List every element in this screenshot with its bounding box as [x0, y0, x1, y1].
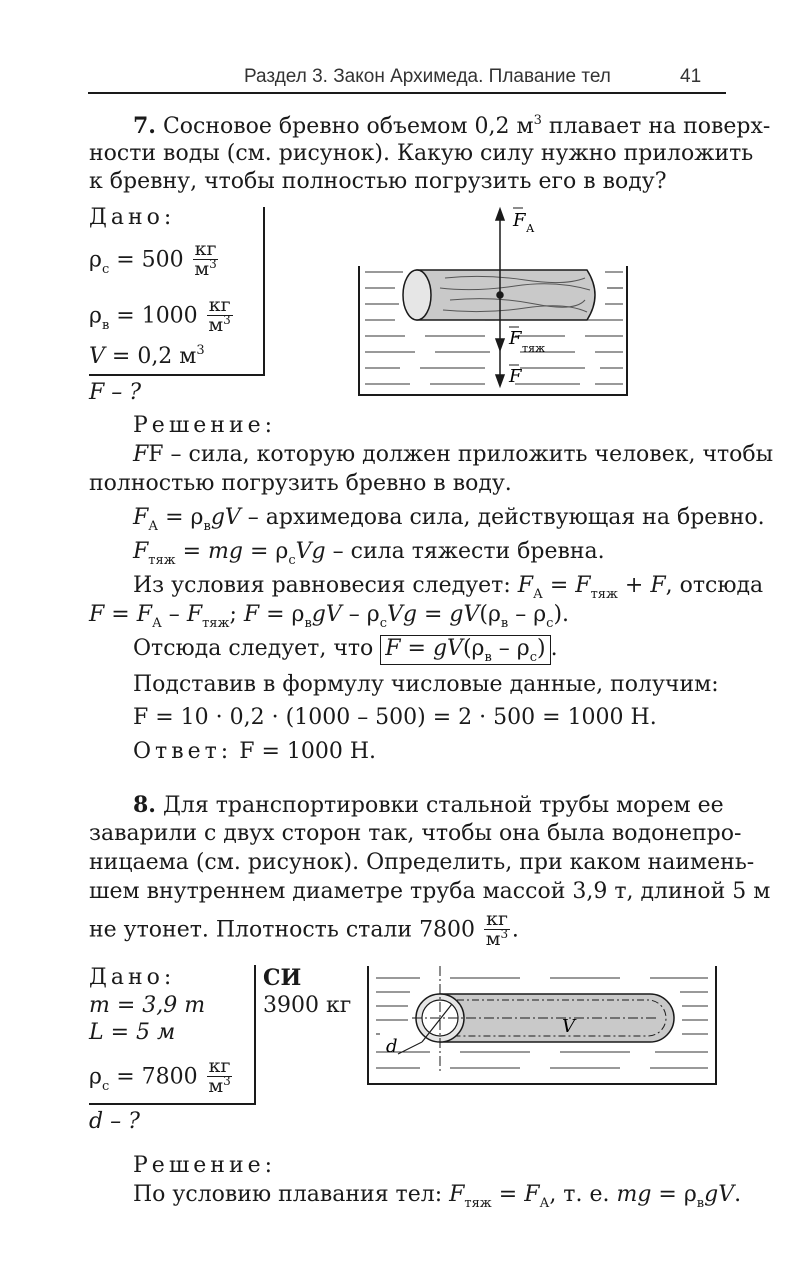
solution-7-formula: $F = F_А - F_{тяж}$; $F = \rho_вgV - \rho_сVg = gV(\rho_в - \rho_с)$.: [89, 602, 570, 631]
given-8-horizontal-rule: [89, 1103, 256, 1105]
answer-7: Ответ: F = 1000 Н.: [133, 739, 377, 764]
solution-7-substitute: Подставив в формулу числовые данные, получим:: [133, 672, 719, 697]
d-label: d: [386, 1036, 398, 1057]
solution-7-result: Отсюда следует, что $F = gV(\rho_в - \rho_с)$ .: [133, 636, 558, 665]
f-label: F: [509, 366, 522, 387]
page-number: 41: [680, 66, 702, 87]
solution-8-line-1: По условию плавания тел: $F_{тяж} = F_А$, т. е. mg = $\rho_вgV$.: [133, 1182, 742, 1211]
si-mass: 3900 кг: [263, 993, 352, 1018]
solution-title-8: Решение:: [133, 1153, 277, 1178]
fa-label: F: [513, 210, 526, 231]
given-title-8: Дано:: [89, 965, 176, 990]
given-rho-steel: $\rho_с = 7800$ $\frac{кг}{м^3}$: [89, 1055, 231, 1097]
given-unknown: F – ?: [89, 380, 142, 405]
header-rule: [88, 92, 726, 94]
problem-7-line-2: ности воды (см. рисунок). Какую силу нужно приложить: [89, 141, 754, 166]
given-length: L = 5 м: [89, 1020, 176, 1045]
given-mass: m = 3,9 т: [89, 993, 206, 1018]
running-header: Раздел 3. Закон Архимеда. Плавание тел: [244, 66, 611, 87]
solution-7-line-1: FF – сила, которую должен приложить человек, чтобы: [133, 442, 774, 467]
given-horizontal-rule: [89, 374, 265, 376]
problem-7-line-1: 7. Сосновое бревно объемом 0,2 $м^3$ плавает на поверх-: [133, 113, 771, 139]
given-8-unknown: d – ?: [89, 1109, 140, 1134]
solution-7-archimedes: $F_А = \rho_вgV$ – архимедова сила, действующая на бревно.: [133, 505, 765, 534]
given-title: Дано:: [89, 205, 176, 230]
problem-8-line-2: заварили с двух сторон так, чтобы она была водонепро-: [89, 821, 742, 846]
boxed-formula: $F = gV(\rho_в - \rho_с)$: [380, 635, 550, 665]
si-title: СИ: [263, 965, 302, 991]
problem-8-line-5: не утонет. Плотность стали 7800 $\frac{кг}{м^3}$ .: [89, 908, 519, 950]
given-rho-v: $\rho_в = 1000$ $\frac{кг}{м^3}$: [89, 294, 231, 336]
solution-7-line-2: полностью погрузить бревно в воду.: [89, 471, 512, 496]
given-volume: V = 0,2 $м^3$: [89, 343, 205, 369]
given-rho-c: $\rho_с = 500$ $\frac{кг}{м^3}$: [89, 238, 217, 280]
ft-subscript: тяж: [522, 342, 546, 355]
solution-title-7: Решение:: [133, 413, 277, 438]
given-8-vertical-rule: [254, 965, 256, 1105]
problem-7-line-3: к бревну, чтобы полностью погрузить его в воду?: [89, 169, 667, 194]
given-vertical-rule: [263, 207, 265, 375]
problem-8-line-3: ницаема (см. рисунок). Определить, при каком наимень-: [89, 850, 755, 875]
fa-subscript: А: [526, 222, 535, 235]
solution-7-gravity: $F_{тяж}$ = mg = $\rho_сVg$ – сила тяжести бревна.: [133, 539, 605, 568]
pipe-figure: [360, 962, 724, 1090]
floating-log-figure: [355, 200, 635, 400]
problem-8-line-1: 8. Для транспортировки стальной трубы морем ее: [133, 792, 724, 818]
v-label: V: [562, 1016, 575, 1037]
solution-7-calc: F = 10 · 0,2 · (1000 – 500) = 2 · 500 = 1000 Н.: [133, 705, 657, 730]
solution-7-equilibrium: Из условия равновесия следует: $F_А = F_{тяж} + F$, отсюда: [133, 573, 764, 602]
problem-8-line-4: шем внутреннем диаметре труба массой 3,9 т, длиной 5 м: [89, 879, 771, 904]
ft-label: F: [509, 328, 522, 349]
